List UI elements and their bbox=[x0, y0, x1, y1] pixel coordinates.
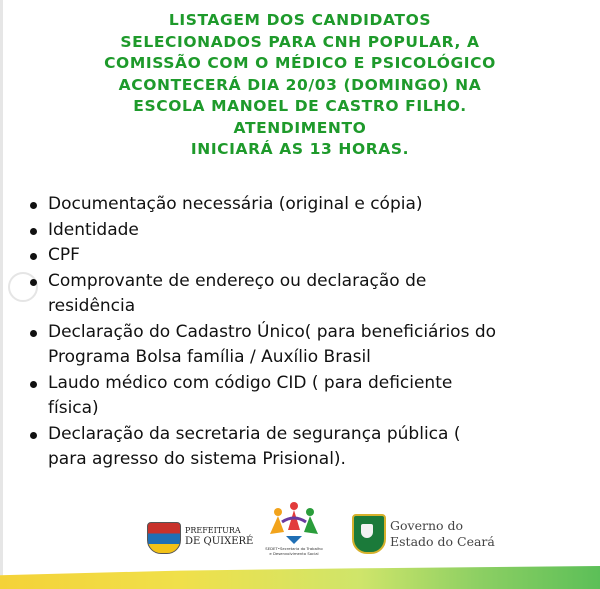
headline-line: SELECIONADOS PARA CNH POPULAR, A bbox=[120, 32, 480, 51]
requirement-item bbox=[28, 192, 573, 218]
requirement-line: Laudo médico com código CID ( para deficiente bbox=[48, 372, 453, 393]
quixere-logo-line1: PREFEITURA bbox=[185, 526, 241, 535]
requirement-item bbox=[28, 218, 573, 244]
requirement-item bbox=[28, 422, 573, 473]
quixere-crest-icon bbox=[147, 522, 181, 554]
requirement-line: Declaração da secretaria de segurança pública ( bbox=[48, 423, 461, 444]
headline-line: LISTAGEM DOS CANDIDATOS bbox=[168, 11, 432, 29]
governo-ceara-logo bbox=[352, 512, 522, 556]
requirement-line: Comprovante de endereço ou declaração de bbox=[48, 270, 427, 291]
people-figures-icon bbox=[266, 500, 322, 544]
bullet-icon bbox=[30, 330, 37, 337]
requirement-line: CPF bbox=[48, 245, 80, 265]
requirements-list bbox=[28, 192, 573, 473]
requirement-item bbox=[28, 371, 573, 422]
bullet-icon bbox=[30, 228, 37, 235]
quixere-logo-line2: DE QUIXERÉ bbox=[185, 536, 254, 547]
bullet-icon bbox=[30, 253, 37, 260]
announcement-headline bbox=[30, 10, 570, 161]
bullet-icon bbox=[30, 202, 37, 209]
requirement-line: física) bbox=[48, 398, 99, 418]
footer-color-band bbox=[0, 566, 600, 589]
ceara-logo-line2: Estado do Ceará bbox=[390, 534, 495, 549]
requirement-item bbox=[28, 320, 573, 371]
ceara-shield-icon bbox=[352, 514, 386, 554]
bullet-icon bbox=[30, 381, 37, 388]
sedet-caption-line2: e Desenvolvimento Social bbox=[269, 551, 319, 556]
headline-line: ATENDIMENTO bbox=[233, 118, 367, 137]
requirement-line: residência bbox=[48, 296, 136, 316]
requirement-line: Documentação necessária (original e cópia) bbox=[48, 194, 423, 214]
requirement-line: para agresso do sistema Prisional). bbox=[48, 449, 346, 469]
bullet-icon bbox=[30, 432, 37, 439]
ceara-logo-line1: Governo do bbox=[390, 518, 464, 533]
requirement-line: Programa Bolsa família / Auxílio Brasil bbox=[48, 347, 371, 367]
bullet-icon bbox=[30, 279, 37, 286]
requirement-item bbox=[28, 243, 573, 269]
headline-line: COMISSÃO COM O MÉDICO E PSICOLÓGICO bbox=[104, 54, 496, 72]
prefeitura-quixere-logo bbox=[147, 522, 267, 554]
requirement-line: Identidade bbox=[48, 219, 139, 240]
headline-line: ESCOLA MANOEL DE CASTRO FILHO. bbox=[133, 97, 467, 115]
requirement-item bbox=[28, 269, 573, 320]
requirement-line: Declaração do Cadastro Único( para beneficiários do bbox=[48, 321, 497, 342]
headline-line: ACONTECERÁ DIA 20/03 (DOMINGO) NA bbox=[118, 75, 482, 94]
sedet-caption bbox=[262, 546, 326, 556]
headline-line: INICIARÁ AS 13 HORAS. bbox=[190, 140, 410, 158]
sedet-logo bbox=[262, 500, 326, 562]
logos-row bbox=[0, 500, 600, 562]
sedet-caption-line1: SEDET•Secretaria do Trabalho bbox=[265, 546, 323, 551]
